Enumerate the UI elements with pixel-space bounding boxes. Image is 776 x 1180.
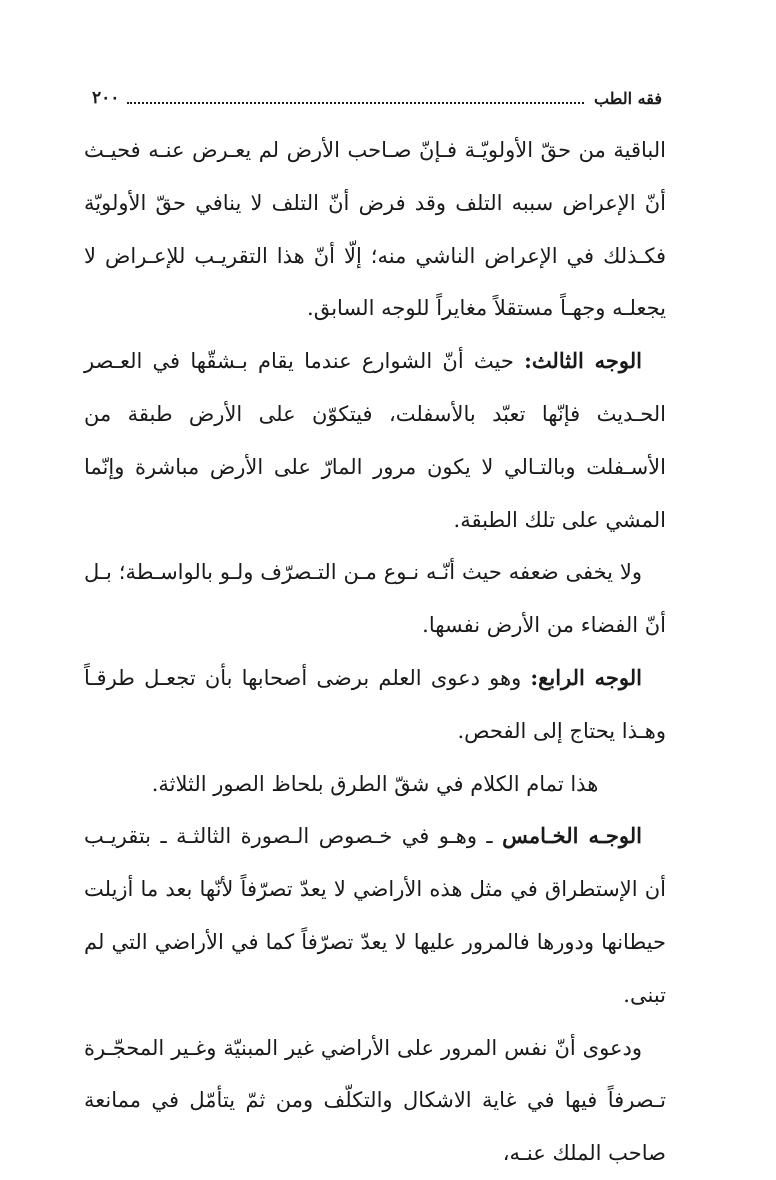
paragraph-text: ودعوى أنّ نفس المرور على الأراضي غير المبنيّة وغـير المحجّـرة تـصرفاً فيها في غاية الاشكال والتكلّف ومن ثمّ يتأمّل في ممانعة صاحب الملك عنـه،: [84, 1035, 666, 1166]
paragraph: [84, 652, 666, 758]
paragraph: [84, 124, 666, 335]
book-title: فقه الطب: [593, 88, 662, 108]
paragraph-text: وهو دعوى العلم برضى أصحابها بأن تجعـل طرقـاً وهـذا يحتاج إلى الفحص.: [84, 665, 666, 743]
page-number: ٢٠٠: [92, 88, 120, 108]
paragraph: [84, 335, 666, 546]
paragraph-lead: الوجـه الخـامس: [502, 823, 642, 849]
paragraph-lead: الوجه الثالث:: [524, 348, 642, 374]
paragraph: [84, 758, 666, 811]
dot-leader: [127, 102, 584, 104]
paragraph-text: الباقية من حقّ الأولويّـة فـإنّ صـاحب الأرض لم يعـرض عنـه فحيـث أنّ الإعراض سببه التلف وقد فرض أنّ التلف لا ينافي حقّ الأولويّة فكـذلك في الإعراض الناشي منه؛ إلّا أنّ هذا التقريـب للإعـراض لا يجعلـه وجهـاً مستقلاً مغايراً للوجه السابق.: [84, 138, 666, 321]
paragraph: [84, 1022, 666, 1180]
paragraph: [84, 810, 666, 1021]
body-text: [84, 124, 666, 1180]
paragraph-text: هذا تمام الكلام في شقّ الطرق بلحاظ الصور الثلاثة.: [151, 771, 599, 796]
running-header: [92, 84, 662, 112]
paragraph: [84, 546, 666, 652]
paragraph-text: حيث أنّ الشوارع عندما يقام بـشقّها في العـصر الحـديث فإنّها تعبّد بالأسفلت، فيتكوّن على الأرض طبقة من الأسـفلت وبالتـالي لا يكون مرور المارّ على الأرض مباشرة وإنّما المشي على تلك الطبقة.: [84, 349, 666, 532]
paragraph-lead: الوجه الرابع:: [530, 664, 642, 690]
paragraph-text: ـ وهـو في خـصوص الـصورة الثالثـة ـ بتقريـب أن الإستطراق في مثل هذه الأراضي لا يعدّ تصرّفاً لأنّها بعد ما أزيلت حيطانها ودورها فالمرور عليها لا يعدّ تصرّفاً كما في الأراضي التي لم تبنى.: [84, 824, 666, 1007]
paragraph-text: ولا يخفى ضعفه حيث أنّـه نـوع مـن التـصرّف ولـو بالواسـطة؛ بـل أنّ الفضاء من الأرض نفسها.: [84, 560, 666, 638]
